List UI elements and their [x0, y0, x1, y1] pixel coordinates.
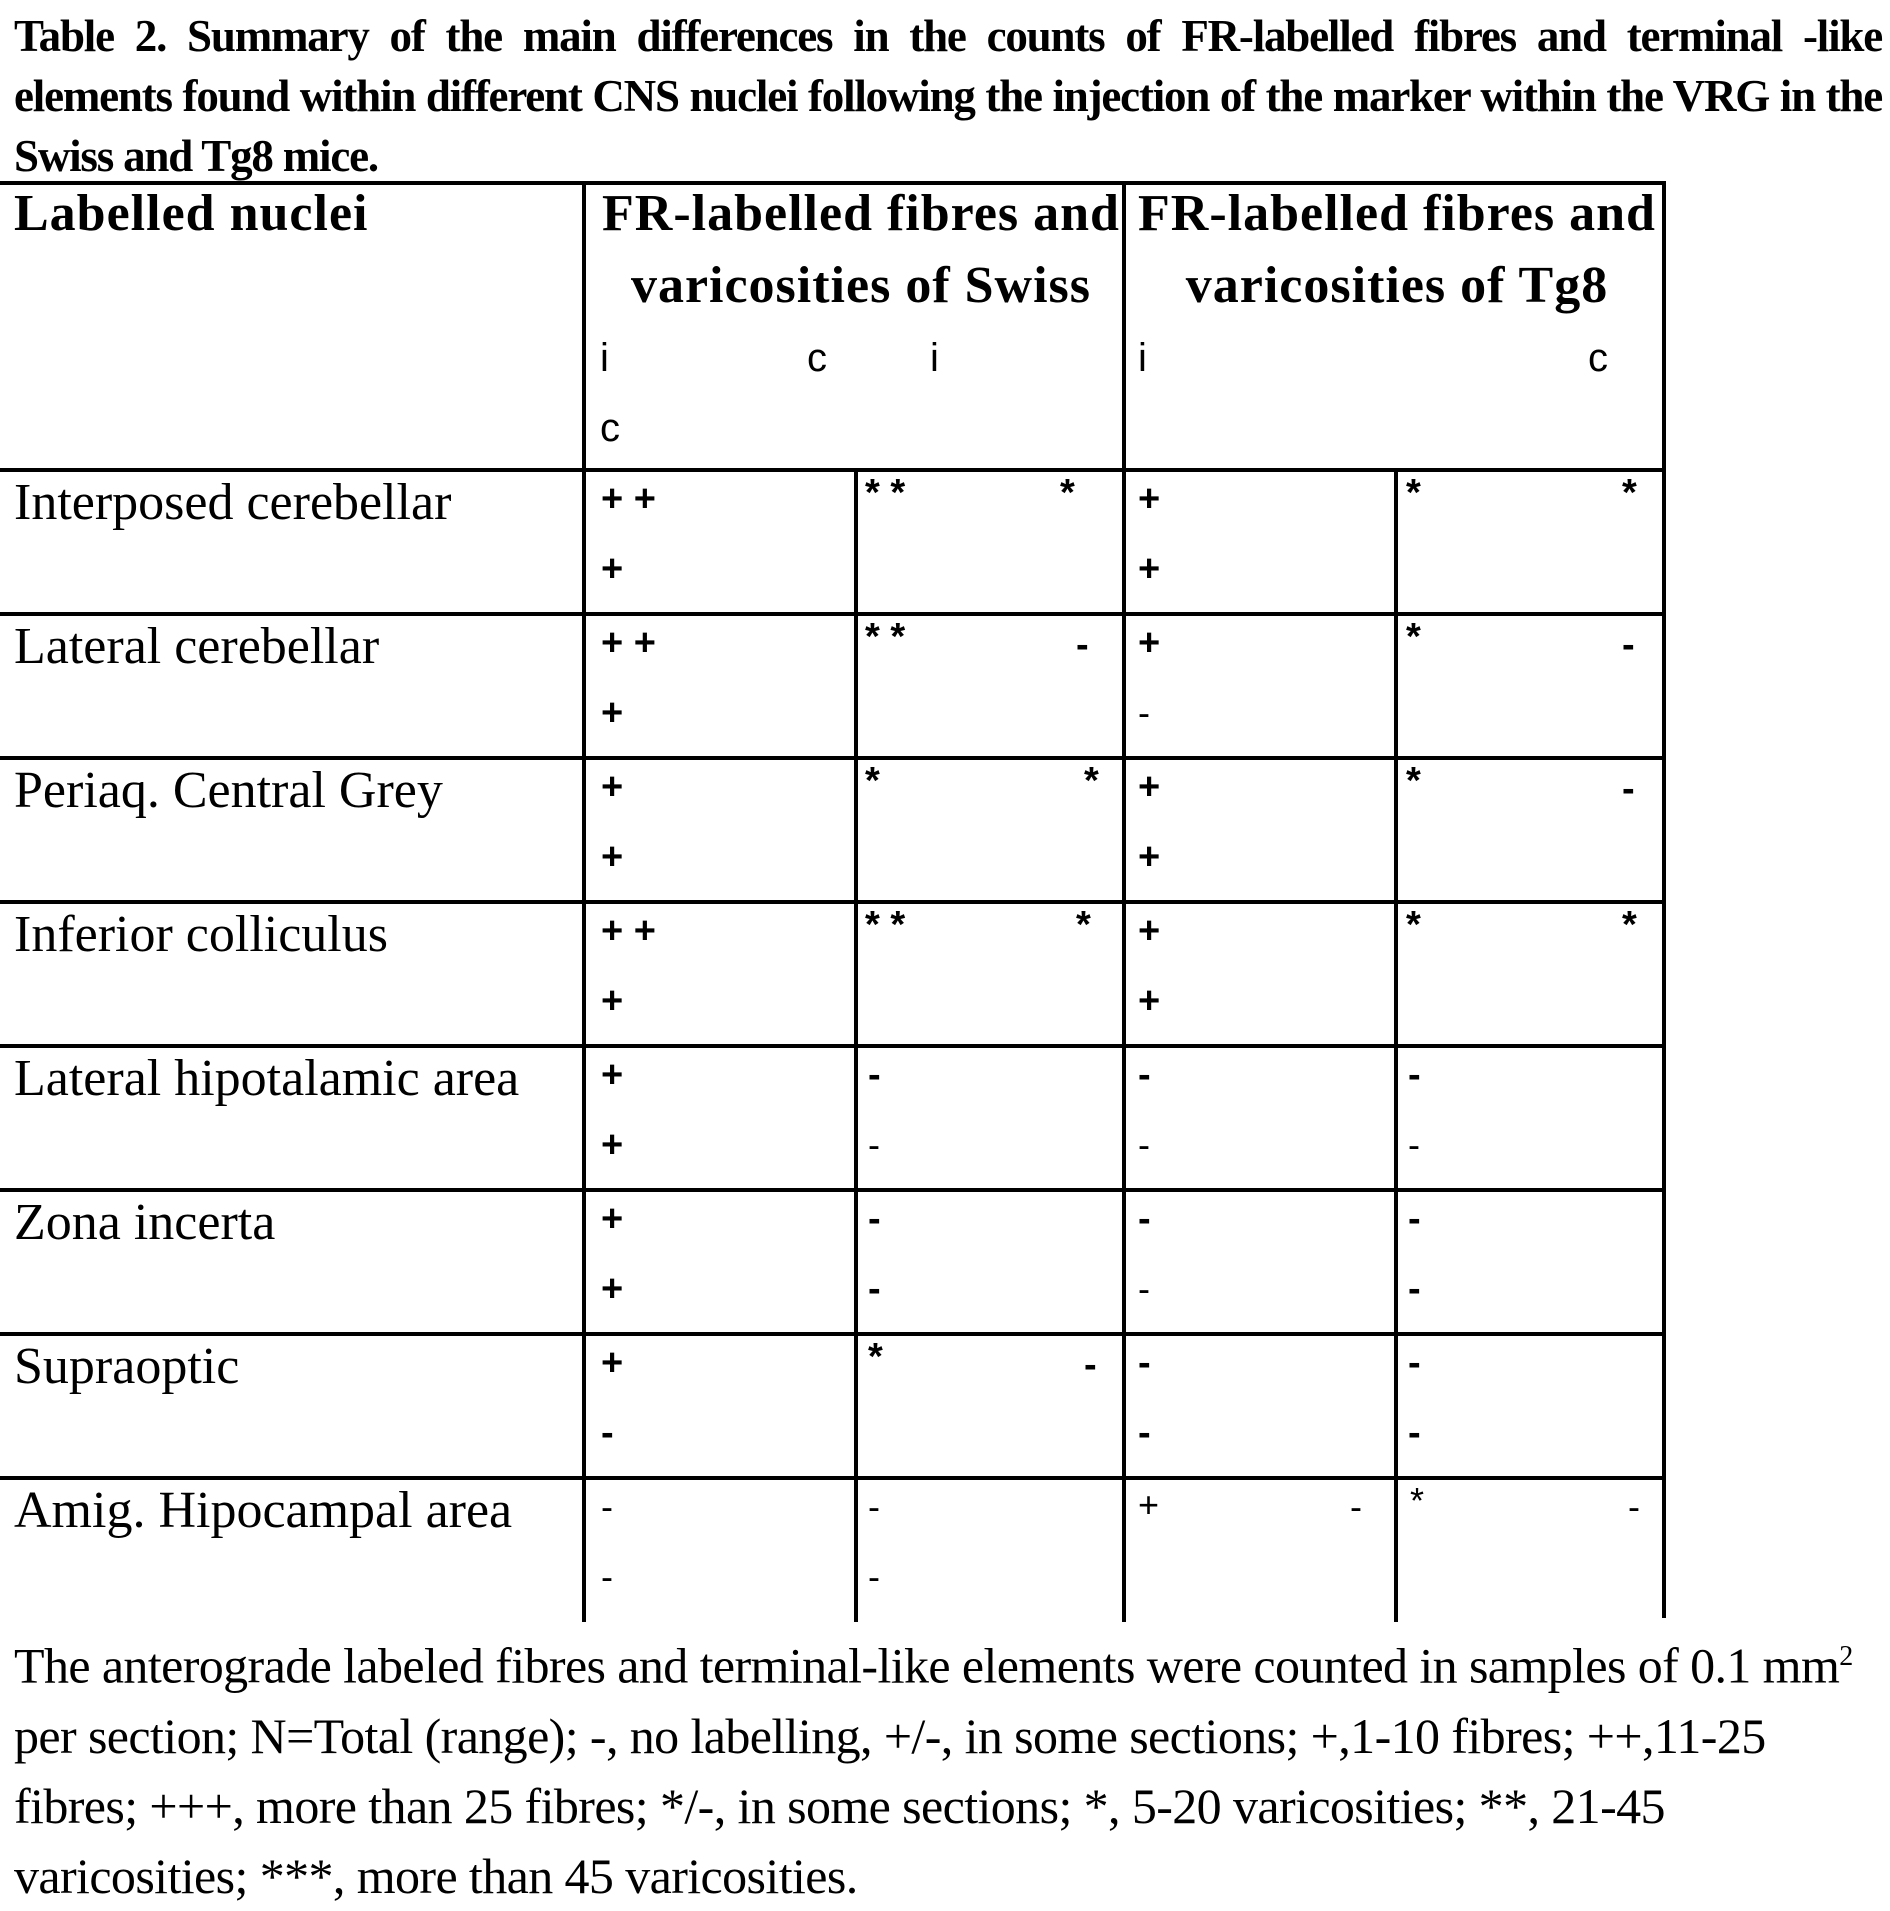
row-line-5 — [0, 1188, 1666, 1192]
row-name: Interposed cerebellar — [14, 474, 452, 531]
table-footnote — [14, 1622, 1882, 1911]
header-labelled-nuclei: Labelled nuclei — [14, 185, 369, 242]
data-table — [0, 181, 1666, 1618]
cell-tg8-var: * — [1406, 472, 1421, 514]
cell-swiss-fibres: + — [601, 1268, 624, 1310]
cell-tg8-fibres: + — [1138, 1484, 1160, 1525]
cell-swiss-fibres: + + — [601, 622, 656, 664]
cell-tg8-var: - — [1622, 624, 1635, 666]
cell-tg8-fibres: - — [1138, 1054, 1151, 1096]
header-swiss-i-2: i — [930, 336, 939, 380]
header-swiss-c: c — [807, 336, 827, 380]
cell-swiss-var: * — [1060, 472, 1075, 514]
cell-swiss-var: * * — [865, 616, 906, 658]
cell-tg8-fibres: + — [1138, 478, 1161, 520]
header-swiss-i: i — [600, 336, 609, 380]
cell-swiss-var: - — [868, 1486, 880, 1527]
row-name: Periaq. Central Grey — [14, 762, 443, 819]
cell-tg8-var: - — [1408, 1054, 1421, 1096]
header-tg8-line2: varicosities of Tg8 — [1185, 257, 1609, 314]
cell-tg8-var: - — [1408, 1268, 1421, 1310]
cell-tg8-var: * — [1406, 616, 1421, 658]
cell-swiss-var: - — [868, 1198, 881, 1240]
cell-tg8-var: * — [1622, 904, 1637, 946]
cell-tg8-fibres: + — [1138, 910, 1161, 952]
row-line-6 — [0, 1332, 1666, 1336]
cell-swiss-var: * — [868, 1336, 883, 1378]
cell-swiss-var: * — [1084, 760, 1099, 802]
cell-swiss-var: * — [865, 760, 880, 802]
cell-tg8-var: * — [1410, 1480, 1425, 1521]
footnote-superscript: 2 — [1839, 1641, 1853, 1672]
cell-tg8-var: * — [1406, 760, 1421, 802]
header-tg8-line1: FR-labelled fibres and — [1138, 185, 1656, 242]
footnote-part2: per section; N=Total (range); -, no labelling, +/-, in some sections; +,1-10 fibres; ++,11-25 fibres; +++, more than 25 fibres; */-, in some sections; *, 5-20 varicosities; **, 21-45 varicosities; ***, more than 45 varicosities. — [14, 1707, 1766, 1904]
cell-tg8-var: - — [1622, 768, 1635, 810]
cell-swiss-fibres: + — [601, 1124, 624, 1166]
cell-swiss-var: * * — [865, 472, 906, 514]
cell-tg8-fibres: + — [1138, 836, 1161, 878]
cell-tg8-fibres: - — [1138, 1412, 1151, 1454]
cell-tg8-fibres: - — [1138, 692, 1150, 733]
cell-swiss-fibres: + — [601, 1198, 624, 1240]
cell-tg8-var: * — [1406, 904, 1421, 946]
cell-swiss-fibres: - — [601, 1486, 613, 1527]
row-name: Supraoptic — [14, 1338, 240, 1395]
cell-swiss-fibres: - — [601, 1412, 614, 1454]
cell-tg8-var: * — [1622, 472, 1637, 514]
cell-swiss-var: - — [868, 1556, 880, 1597]
row-name: Lateral cerebellar — [14, 618, 380, 675]
row-name: Lateral hipotalamic area — [14, 1050, 520, 1107]
cell-tg8-fibres: + — [1138, 622, 1161, 664]
cell-swiss-fibres: + — [601, 548, 624, 590]
cell-swiss-var: - — [868, 1124, 880, 1165]
header-tg8-i: i — [1138, 336, 1147, 380]
header-swiss-c-2: c — [600, 406, 620, 450]
footnote-part1: The anterograde labeled fibres and terminal-like elements were counted in samples of 0.1 mm — [14, 1637, 1840, 1694]
row-line-4 — [0, 1044, 1666, 1048]
cell-swiss-var: - — [868, 1268, 881, 1310]
cell-swiss-fibres: + + — [601, 910, 656, 952]
cell-tg8-var: - — [1408, 1198, 1421, 1240]
cell-swiss-fibres: + — [601, 1342, 624, 1384]
row-name: Inferior colliculus — [14, 906, 388, 963]
header-tg8-c: c — [1588, 336, 1608, 380]
cell-tg8-var: - — [1408, 1342, 1421, 1384]
cell-tg8-var: - — [1408, 1412, 1421, 1454]
cell-swiss-fibres: + — [601, 1054, 624, 1096]
cell-swiss-var: * * — [865, 904, 906, 946]
cell-swiss-fibres: + — [601, 836, 624, 878]
cell-swiss-var: * — [1076, 904, 1091, 946]
cell-swiss-fibres: - — [601, 1556, 613, 1597]
cell-tg8-var: - — [1628, 1486, 1640, 1527]
table-caption: Table 2. Summary of the main differences in the counts of FR-labelled fibres and terminal -like elements found within different CNS nuclei following the injection of the marker within the VRG in the Swiss and Tg8 mice. — [14, 11, 1882, 181]
cell-tg8-fibres: - — [1138, 1342, 1151, 1384]
row-name: Zona incerta — [14, 1194, 276, 1251]
cell-swiss-fibres: + — [601, 692, 624, 734]
cell-swiss-fibres: + + — [601, 478, 656, 520]
cell-swiss-fibres: + — [601, 766, 624, 808]
cell-tg8-fibres: + — [1138, 980, 1161, 1022]
cell-tg8-fibres: + — [1138, 766, 1161, 808]
header-swiss-line2: varicosities of Swiss — [630, 257, 1092, 314]
cell-tg8-var: - — [1408, 1124, 1420, 1165]
cell-tg8-fibres: - — [1138, 1268, 1150, 1309]
cell-swiss-fibres: + — [601, 980, 624, 1022]
cell-tg8-fibres: - — [1138, 1124, 1150, 1165]
cell-swiss-var: - — [1076, 624, 1089, 666]
header-swiss-line1: FR-labelled fibres and — [602, 185, 1120, 242]
cell-tg8-fibres: + — [1138, 548, 1161, 590]
cell-swiss-var: - — [1084, 1344, 1097, 1386]
cell-tg8-fibres: - — [1350, 1486, 1362, 1527]
cell-tg8-fibres: - — [1138, 1198, 1151, 1240]
cell-swiss-var: - — [868, 1054, 881, 1096]
row-name: Amig. Hipocampal area — [14, 1482, 513, 1539]
